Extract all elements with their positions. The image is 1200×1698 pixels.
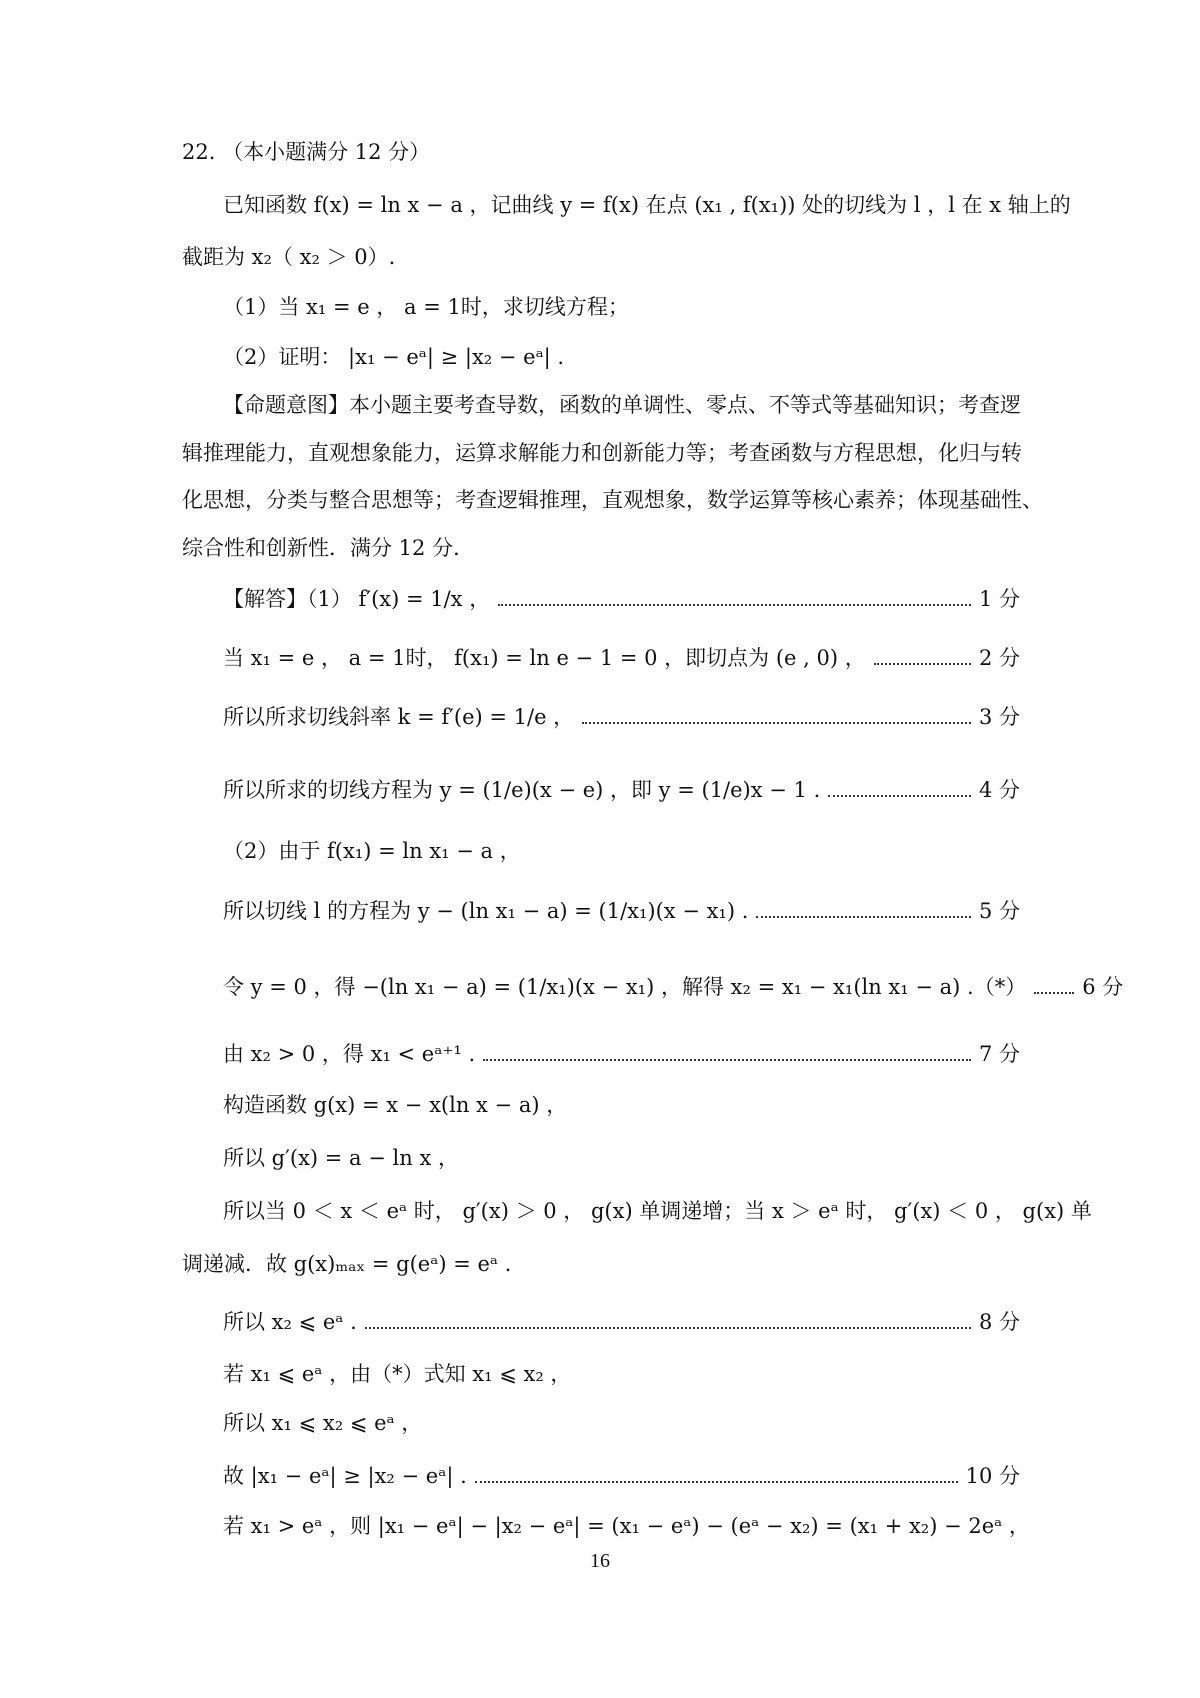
solution-step-11-line-1: 所以当 0 ＜ x ＜ eᵃ 时， g′(x) ＞ 0 ， g(x) 单调递增；当 x ＞ eᵃ 时， g′(x) ＜ 0 ， g(x) 单 xyxy=(223,1199,1092,1223)
intent-line-3: 化思想，分类与整合思想等；考查逻辑推理，直观想象，数学运算等核心素养；体现基础性、 xyxy=(182,488,1043,512)
problem-part-1: （1）当 x₁ = e ， a = 1时，求切线方程； xyxy=(223,295,629,319)
solution-step-4 xyxy=(223,775,1020,805)
step-score: 5 分 xyxy=(978,899,1020,923)
step-score: 7 分 xyxy=(978,1042,1020,1066)
step-score: 6 分 xyxy=(1082,975,1124,999)
step-score: 3 分 xyxy=(978,705,1020,729)
page-number: 16 xyxy=(590,1550,610,1572)
solution-step-9: 构造函数 g(x) = x − x(ln x − a) ， xyxy=(223,1093,568,1117)
dot-leader xyxy=(582,722,971,724)
step-text: 【解答】（1） f′(x) = 1/x ， xyxy=(223,587,491,611)
dot-leader xyxy=(874,663,971,665)
solution-step-3 xyxy=(223,702,1020,732)
solution-step-14: 所以 x₁ ⩽ x₂ ⩽ eᵃ ， xyxy=(223,1411,423,1435)
solution-step-12 xyxy=(223,1307,1020,1337)
dot-leader xyxy=(1034,992,1074,994)
step-text: 当 x₁ = e ， a = 1时， f(x₁) = ln e − 1 = 0 ，即切点为 (e , 0) ， xyxy=(223,646,866,670)
problem-title: 22. （本小题满分 12 分） xyxy=(182,140,431,164)
step-score: 1 分 xyxy=(978,587,1020,611)
step-score: 4 分 xyxy=(978,778,1020,802)
solution-step-2 xyxy=(223,643,1020,673)
solution-step-11-line-2: 调递减．故 g(x)ₘₐₓ = g(eᵃ) = eᵃ . xyxy=(182,1252,512,1276)
step-score: 8 分 xyxy=(978,1310,1020,1334)
solution-step-8 xyxy=(223,1039,1020,1069)
dot-leader xyxy=(828,795,971,797)
intent-line-1: 【命题意图】本小题主要考查导数，函数的单调性、零点、不等式等基础知识；考查逻 xyxy=(223,393,1021,417)
solution-step-5: （2）由于 f(x₁) = ln x₁ − a ， xyxy=(223,839,521,863)
solution-step-6 xyxy=(223,896,1020,926)
solution-step-10: 所以 g′(x) = a − ln x ， xyxy=(223,1146,459,1170)
step-text: 故 |x₁ − eᵃ| ≥ |x₂ − eᵃ| . xyxy=(223,1464,467,1488)
step-text: 由 x₂ > 0 ，得 x₁ < eᵃ⁺¹ . xyxy=(223,1042,476,1066)
solution-step-7 xyxy=(223,972,1124,1002)
step-text: 所以所求切线斜率 k = f′(e) = 1/e ， xyxy=(223,705,575,729)
dot-leader xyxy=(365,1327,971,1329)
step-text: 所以所求的切线方程为 y = (1/e)(x − e) ，即 y = (1/e)x − 1 . xyxy=(223,778,821,802)
solution-step-15 xyxy=(223,1461,1020,1491)
dot-leader xyxy=(475,1481,958,1483)
step-score: 10 分 xyxy=(965,1464,1020,1488)
solution-step-13: 若 x₁ ⩽ eᵃ ，由（*）式知 x₁ ⩽ x₂ ， xyxy=(223,1362,572,1386)
solution-step-1 xyxy=(223,584,1020,614)
dot-leader xyxy=(483,1059,971,1061)
step-score: 2 分 xyxy=(978,646,1020,670)
solution-step-16: 若 x₁ > eᵃ ，则 |x₁ − eᵃ| − |x₂ − eᵃ| = (x₁ − eᵃ) − (eᵃ − x₂) = (x₁ + x₂) − 2eᵃ ， xyxy=(223,1514,1030,1538)
problem-part-2: （2）证明： |x₁ − eᵃ| ≥ |x₂ − eᵃ| . xyxy=(223,345,565,369)
step-text: 所以切线 l 的方程为 y − (ln x₁ − a) = (1/x₁)(x − x₁) . xyxy=(223,899,749,923)
dot-leader xyxy=(498,604,971,606)
problem-statement-line-2: 截距为 x₂（ x₂ ＞ 0）. xyxy=(182,245,396,269)
dot-leader xyxy=(756,916,971,918)
intent-line-4: 综合性和创新性．满分 12 分． xyxy=(182,536,475,560)
intent-line-2: 辑推理能力，直观想象能力，运算求解能力和创新能力等；考查函数与方程思想，化归与转 xyxy=(182,441,1022,465)
step-text: 令 y = 0 ，得 −(ln x₁ − a) = (1/x₁)(x − x₁) ，解得 x₂ = x₁ − x₁(ln x₁ − a) .（*） xyxy=(223,975,1027,999)
step-text: 所以 x₂ ⩽ eᵃ . xyxy=(223,1310,357,1334)
problem-statement-line-1: 已知函数 f(x) = ln x − a ，记曲线 y = f(x) 在点 (x₁ , f(x₁)) 处的切线为 l ，l 在 x 轴上的 xyxy=(223,193,1071,217)
